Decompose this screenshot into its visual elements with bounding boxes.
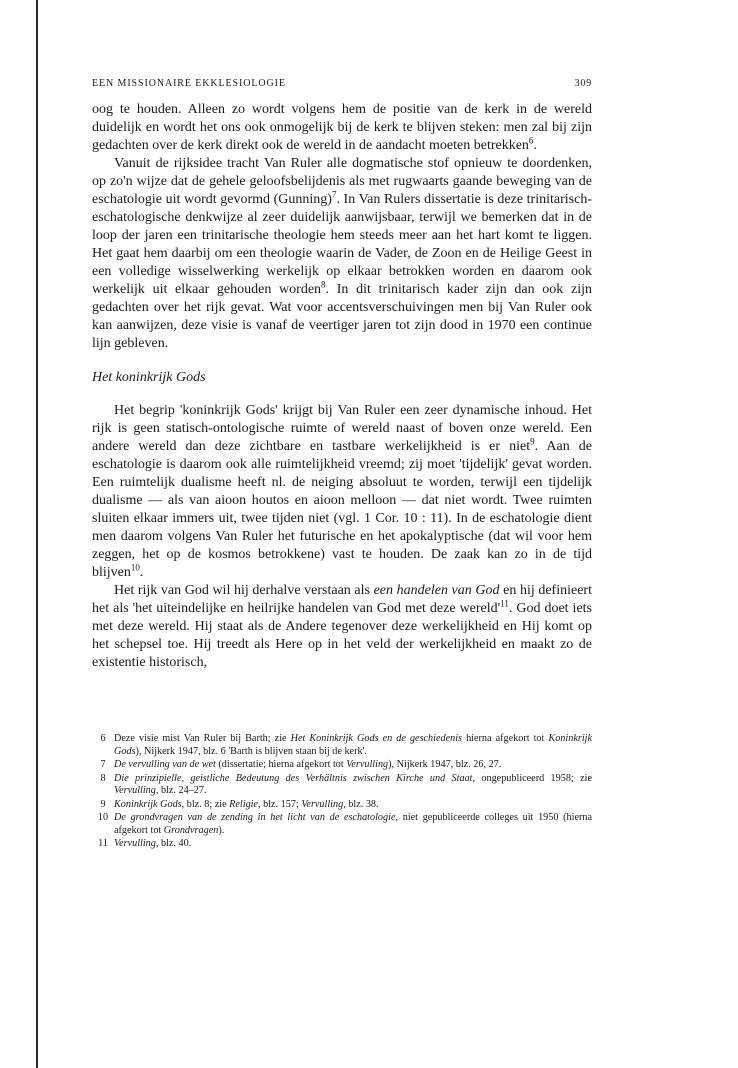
text-run: Deze visie mist Van Ruler bij Barth; zie — [114, 733, 291, 744]
italic-text: een handelen van God — [373, 583, 500, 598]
footnote-ref: 9 — [530, 436, 535, 447]
text-run: ), Nijkerk 1947, blz. 26, 27. — [388, 759, 502, 770]
italic-text: Die prinzipielle, geistliche Bedeutung des Verhältnis zwischen Kirche und Staat — [114, 772, 473, 784]
footnote-number: 8 — [100, 772, 106, 784]
paragraph — [92, 582, 592, 672]
text-run: . In Van Rulers dissertatie is deze trinitarisch-eschatologische denkwijze al zeer duidelijk aanwijsbaar, terwijl we bemerken dat in de loop der jaren een trinitarische theologie hem steeds meer aan het hart komt te liggen. Het gaat hem daarbij om een theologie waarin de Vader, de Zoon en de Heilige Geest in een volledige wisselwerking werkelijk op elkaar betrokken worden en daarom ook werkelijk uit elkaar gehouden worden — [92, 192, 592, 297]
text-run: . Aan de eschatologie is daarom ook alle ruimtelijkheid vreemd; zij moet 'tijdelijk' gevat worden. Een ruimtelijk dualisme heeft nl. de neiging absoluut te worden, terwijl een tijdelijk dualisme — als van aioon houtos en aioon melloon — dat niet wordt. Twee ruimten sluiten elkaar immers uit, twee tijden niet (vgl. 1 Cor. 10 : 11). In de eschatologie dient men daarom volgens Van Ruler het futurische en het apokalyptische (dat wil voor hem zeggen, het op de kosmos betrokkene) vast te houden. De zaak kan zo in de tijd blijven — [92, 439, 592, 580]
text-run: en hij definieert het als 'het uiteindelijke en heilrijke handelen van God met deze wereld' — [92, 583, 592, 616]
text-run: , blz. 8; zie — [181, 798, 230, 810]
page-number: 309 — [574, 78, 592, 89]
footnote-text — [114, 838, 592, 851]
footnote-ref: 10 — [130, 562, 140, 573]
footnote — [92, 838, 592, 851]
footnote-text — [114, 733, 592, 758]
italic-text: Grondvragen — [163, 824, 219, 836]
footnote-ref: 7 — [331, 189, 337, 200]
text-run: , blz. 38. — [343, 798, 379, 810]
text-run: (dissertatie; hierna afgekort tot — [215, 759, 347, 770]
italic-text: Koninkrijk Gods — [114, 733, 592, 757]
footnote-text — [114, 759, 592, 772]
text-run: , niet gepubliceerde colleges uit 1950 (hierna afgekort tot — [114, 812, 592, 836]
text-run: . — [533, 138, 537, 153]
text-run: . In dit trinitarisch kader zijn dan ook zijn gedachten over het rijk gevat. Wat voor accentsverschuivingen men bij Van Ruler ook kan aanwijzen, deze visie is vanaf de veertiger jaren tot zijn dood in 1970 een continue lijn gebleven. — [92, 282, 592, 351]
section-heading: Het koninkrijk Gods — [92, 370, 206, 385]
italic-text: Vervulling — [301, 798, 344, 810]
text-run: , blz. 157; — [258, 798, 302, 810]
italic-text: Religie — [229, 798, 259, 810]
text-run: , blz. 40. — [155, 838, 192, 849]
footnote-number: 9 — [100, 798, 106, 810]
text-run: , ongepubliceerd 1958; zie — [472, 772, 592, 784]
text-run: Het begrip 'koninkrijk Gods' krijgt bij Van Ruler een zeer dynamische inhoud. Het rijk is geen statisch-ontologische ruimte of wereld naast of boven onze wereld. Een andere wereld dan deze zichtbare en tastbare werkelijkheid is er niet — [92, 403, 592, 454]
italic-text: De vervulling van de wet — [114, 759, 216, 770]
text-run: Het rijk van God wil hij derhalve verstaan als — [114, 583, 374, 598]
footnote — [92, 773, 592, 798]
text-run: . — [139, 565, 144, 580]
text-run: Vanuit de rijksidee tracht Van Ruler alle dogmatische stof opnieuw te doordenken, op zo'n wijze dat de gehele geloofsbelijdenis als met rugwaarts gaande beweging van de eschatologie uit wordt gevormd (Gunning) — [92, 156, 592, 207]
footnote — [92, 812, 592, 837]
paragraph — [92, 101, 592, 155]
text-run: ). — [218, 824, 225, 836]
paragraph — [92, 402, 592, 582]
footnote-ref: 8 — [321, 279, 326, 290]
footnote-ref: 11 — [500, 598, 509, 609]
italic-text: Koninkrijk Gods — [114, 798, 182, 810]
footnote-number: 11 — [98, 838, 108, 849]
text-run: hierna afgekort tot — [462, 733, 549, 744]
text-run: , blz. 24–27. — [155, 785, 207, 796]
running-head — [92, 78, 592, 89]
footnote — [92, 759, 592, 772]
page-edge-rule — [36, 0, 38, 1068]
italic-text: Vervulling — [114, 785, 156, 796]
footnotes — [92, 733, 592, 851]
text-run: . God doet iets met deze wereld. Hij staat als de Andere tegenover deze werkelijkheid en Hij komt op het schepsel toe. Hij treedt als Here op in het veld der werkelijkheid en maakt zo de existentie historisch, — [92, 601, 593, 670]
footnote-number: 7 — [100, 759, 106, 770]
running-head-title: EEN MISSIONAIRE EKKLESIOLOGIE — [92, 78, 286, 89]
paragraph — [92, 155, 592, 353]
footnote-number: 10 — [97, 812, 109, 823]
footnote-text — [114, 773, 592, 798]
italic-text: Vervulling — [114, 838, 156, 849]
body-text-section — [92, 402, 592, 672]
footnote-ref: 6 — [528, 135, 534, 146]
footnote-number: 6 — [100, 733, 106, 744]
footnote-text — [114, 812, 592, 837]
italic-text: Vervulling — [346, 759, 389, 770]
footnote — [92, 733, 592, 758]
body-text-intro — [92, 101, 592, 353]
text-run: ), Nijkerk 1947, blz. 6 'Barth is blijven staan bij de kerk'. — [135, 745, 367, 757]
italic-text: De grondvragen van de zending in het licht van de eschatologie — [114, 812, 396, 823]
text-run: oog te houden. Alleen zo wordt volgens hem de positie van de kerk in de wereld duidelijk en wordt het ons ook onmogelijk bij de kerk te blijven steken: men zal bij zijn gedachten over de kerk direkt ook de wereld in de aandacht moeten betrekken — [92, 102, 592, 153]
page — [92, 78, 592, 852]
footnote — [92, 799, 592, 812]
footnote-text — [114, 799, 592, 812]
italic-text: Het Koninkrijk Gods en de geschiedenis — [290, 733, 463, 744]
